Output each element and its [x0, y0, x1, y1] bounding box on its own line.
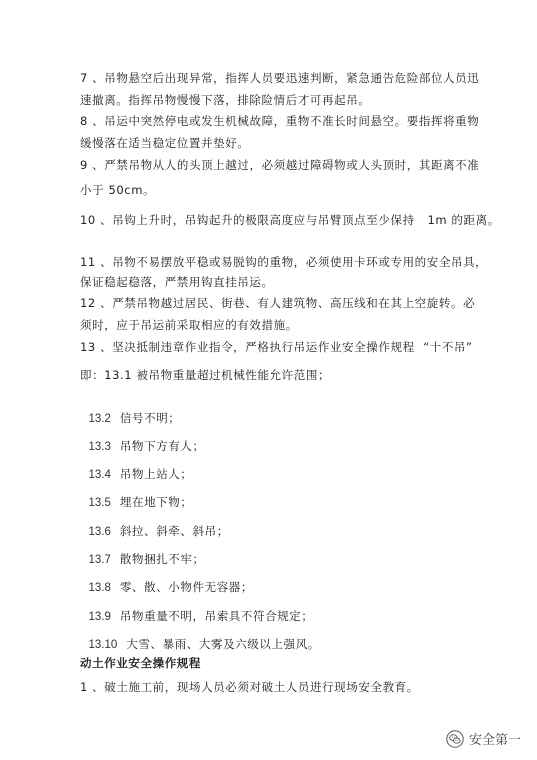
item-number: 13.4 [88, 469, 111, 481]
rule-11-line-1: 11 、吊物不易摆放平稳或易脱钩的重物，必须使用卡环或专用的安全吊具， [80, 255, 488, 269]
list-item [80, 595, 314, 624]
list-item [80, 538, 205, 567]
rule-12-line-2: 须时，应于吊运前采取相应的有效措施。 [80, 318, 298, 332]
list-item [80, 397, 180, 426]
item-text: 大雪、暴雨、大雾及六级以上强风。 [126, 637, 320, 651]
item-number: 13.7 [88, 554, 111, 566]
item-text: 零、散、小物件无容器； [119, 580, 254, 594]
watermark [446, 729, 521, 748]
wechat-icon [446, 730, 464, 748]
list-item [80, 566, 253, 595]
rule-7-line-2: 速撤离。指挥吊物慢慢下落，排除险情后才可再起吊。 [80, 93, 371, 107]
item-text: 埋在地下物； [119, 495, 193, 509]
section-heading: 动土作业安全操作规程 [80, 656, 201, 670]
item-number: 13.5 [88, 497, 111, 509]
rule-13-line-1: 13 、坚决抵制违章作业指令，严格执行吊运作业安全操作规程 “十不吊” [80, 340, 473, 354]
item-text: 斜拉、斜牵、斜吊； [119, 524, 229, 538]
item-number: 13.8 [88, 582, 111, 594]
list-item [80, 453, 193, 482]
rule-9-line-2: 小于 50cm。 [80, 183, 156, 197]
item-number: 13.3 [88, 441, 111, 453]
rule-12-line-1: 12 、严禁吊物越过居民、街巷、有人建筑物、高压线和在其上空旋转。必 [80, 296, 476, 310]
item-number: 13.10 [88, 639, 118, 651]
section-rule-1: 1 、破土施工前，现场人员必须对破土人员进行现场安全教育。 [80, 680, 419, 694]
item-text: 吊物重量不明，吊索具不符合规定； [119, 609, 314, 623]
rule-8-line-1: 8 、吊运中突然停电或发生机械故障，重物不准长时间悬空。要指挥将重物 [80, 114, 480, 128]
watermark-text: 安全第一 [469, 733, 522, 748]
rule-13-line-2: 即：13.1 被吊物重量超过机械性能允许范围； [80, 368, 331, 382]
rule-7-line-1: 7 、吊物悬空后出现异常，指挥人员要迅速判断，紧急通告危险部位人员迅 [80, 71, 480, 85]
list-item [80, 425, 205, 454]
item-text: 吊物下方有人； [119, 439, 205, 453]
item-number: 13.2 [88, 413, 111, 425]
item-text: 吊物上站人； [119, 467, 193, 481]
item-number: 13.9 [88, 611, 111, 623]
rule-9-line-1: 9 、严禁吊物从人的头顶上越过，必须越过障碍物或人头顶时，其距离不准 [80, 158, 480, 172]
list-item [80, 623, 320, 652]
item-text: 散物捆扎不牢； [119, 552, 205, 566]
rule-11-line-2: 保证稳起稳落，严禁用钩直挂吊运。 [80, 275, 274, 289]
list-item [80, 481, 193, 510]
rule-8-line-2: 缓慢落在适当稳定位置并垫好。 [80, 136, 250, 150]
list-item [80, 510, 229, 539]
rule-10-line-1: 10 、吊钩上升时，吊钩起升的极限高度应与吊臂顶点至少保持 1m 的距离。 [80, 213, 500, 227]
item-number: 13.6 [88, 526, 111, 538]
item-text: 信号不明； [119, 411, 181, 425]
